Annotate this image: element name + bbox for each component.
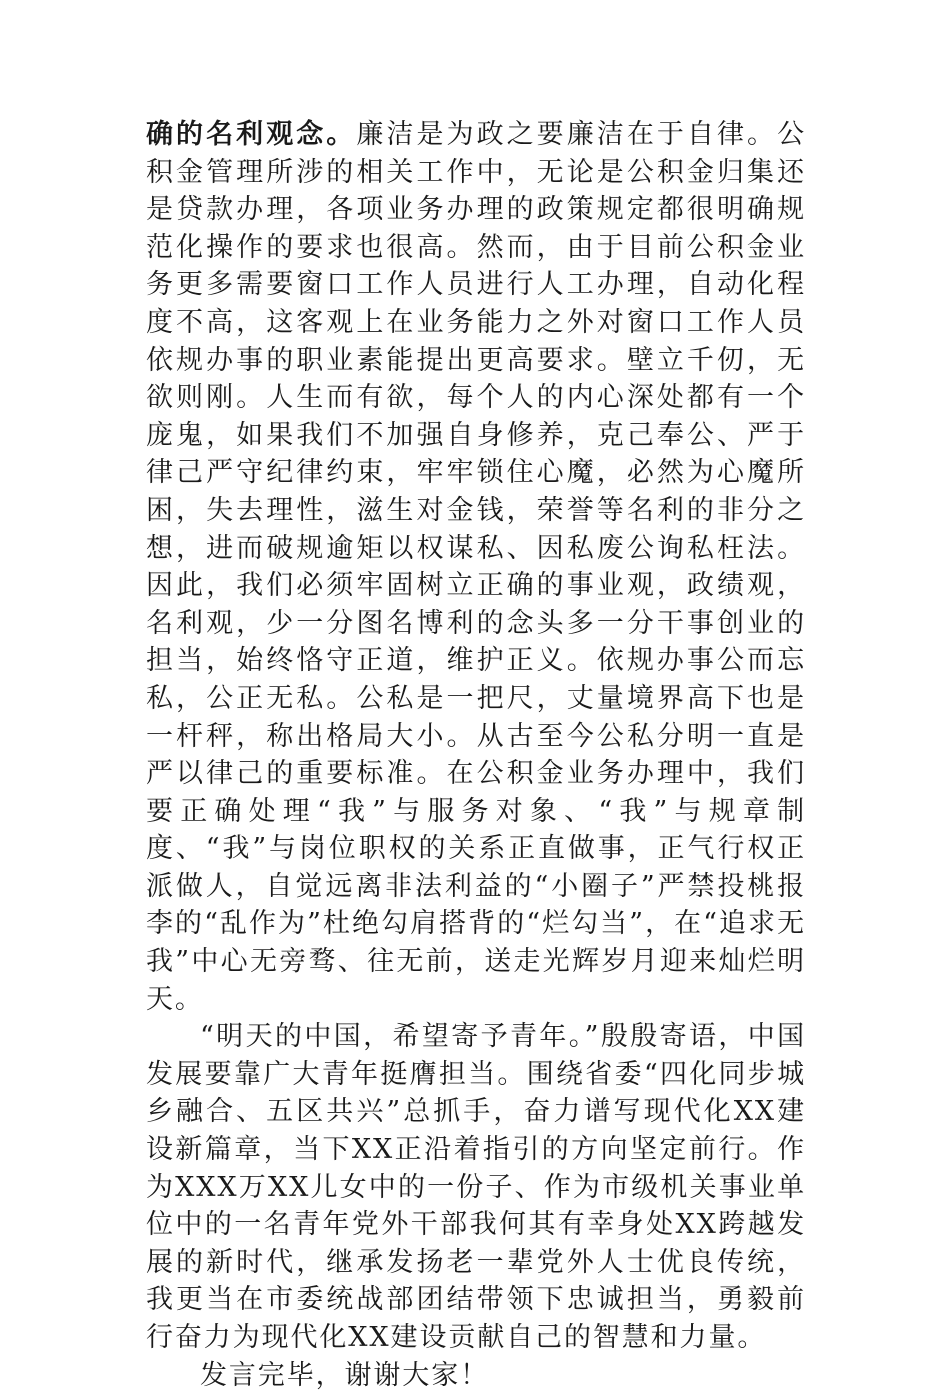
paragraph-text: 廉洁是为政之要廉洁在于自律。公积金管理所涉的相关工作中，无论是公积金归集还是贷款办理，各项业务办理的政策规定都很明确规范化操作的要求也很高。然而，由于目前公积金业务更多需要窗口工作人员进行人工办理，自动化程度不高，这客观上在业务能力之外对窗口工作人员依规办事的职业素能提出更高要求。壁立千仞，无欲则刚。人生而有欲，每个人的内心深处都有一个庞鬼，如果我们不加强自身修养，克己奉公、严于律己严守纪律约束，牢牢锁住心魔，必然为心魔所困，失去理性，滋生对金钱，荣誉等名利的非分之想，进而破规逾矩以权谋私、因私废公询私枉法。因此，我们必须牢固树立正确的事业观，政绩观，名利观，少一分图名博利的念头多一分干事创业的担当，始终恪守正道，维护正义。依规办事公而忘私，公正无私。公私是一把尺，丈量境界高下也是一杆秤，称出格局大小。从古至今公私分明一直是严以律己的重要标准。在公积金业务办理中，我们要正确处理“我”与服务对象、“我”与规章制度、“我”与岗位职权的关系正直做事，正气行权正派做人，自觉远离非法利益的“小圈子”严禁投桃报李的“乱作为”杜绝勾肩搭背的“烂勾当”，在“追求无我”中心无旁骛、往无前，送走光辉岁月迎来灿烂明天。 — [146, 119, 806, 1015]
document-body — [146, 116, 806, 1394]
paragraph-youth: “明天的中国，希望寄予青年。”殷殷寄语，中国发展要靠广大青年挺膺担当。围绕省委“四化同步城乡融合、五区共兴”总抓手，奋力谱写现代化XX建设新篇章，当下XX正沿着指引的方向坚定前行。作为XXX万XX儿女中的一份子、作为市级机关事业单位中的一名青年党外干部我何其有幸身处XX跨越发展的新时代，继承发扬老一辈党外人士优良传统，我更当在市委统战部团结带领下忠诚担当，勇毅前行奋力为现代化XX建设贡献自己的智慧和力量。 — [146, 1021, 806, 1353]
paragraph-lead: 确的名利观念。 — [146, 119, 357, 150]
paragraph-integrity — [146, 116, 806, 1018]
paragraph-closing: 发言完毕，谢谢大家！ — [200, 1359, 489, 1391]
